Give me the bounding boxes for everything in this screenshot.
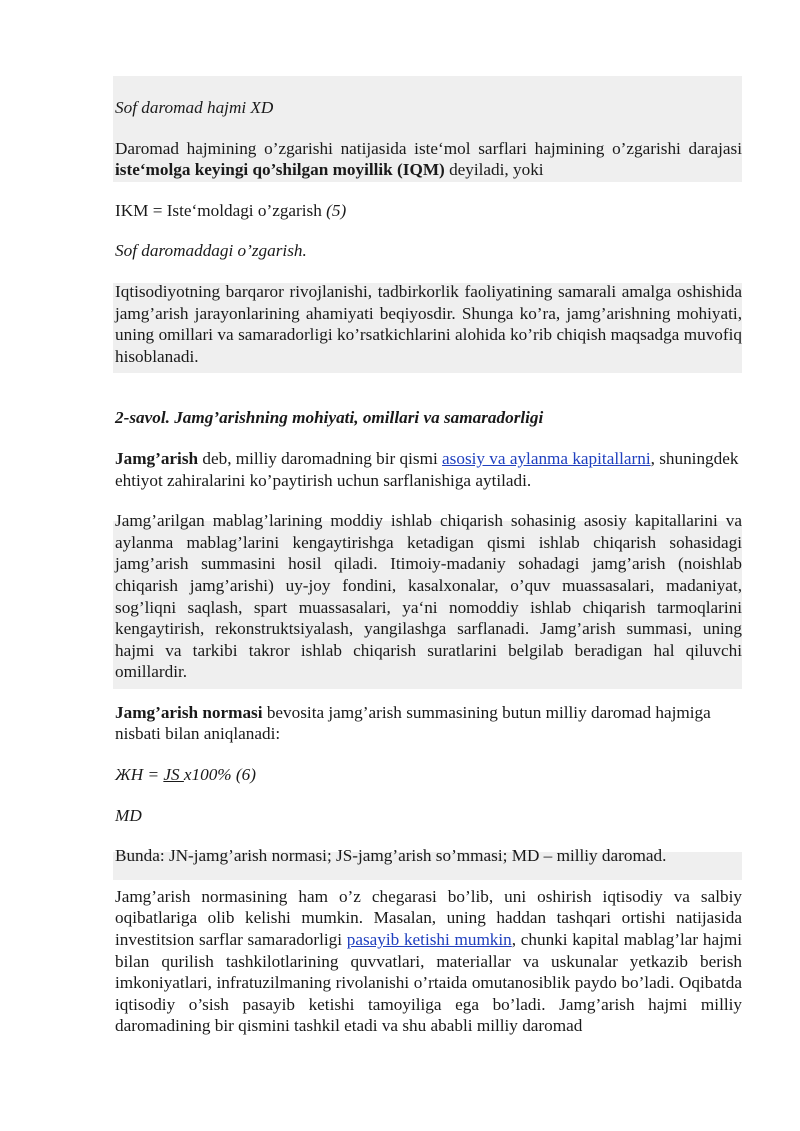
paragraph-legend: Bunda: JN-jamg’arish normasi; JS-jamg’arish so’mmasi; MD – milliy daromad. — [115, 846, 667, 866]
formula-denominator: Sof daromad hajmi XD — [115, 98, 274, 117]
term-jamgarish: Jamg’arish — [115, 448, 199, 468]
paragraph-limits: Jamg’arish normasining ham o’z chegarasi bo’lib, uni oshirish iqtisodiy va salbiy oqibatlariga olib kelishi mumkin. Masalan, uning haddan tashqari ortishi natijasida investitsion sarflar samaradorligi pasayib ketishi mumkin, chunki kapital mablag’lar hajmi bilan qurilish tashkilotlarining quvvatlari, materiallar va uskunalar yetkazib berish imkoniyatlari, infratuzilmaning rivolanishi o’rtaida omutanosiblik paydo bo’ladi. Oqibatda iqtisodiy o’sish pasayib ketishi tamoyiliga ega bo’ladi. Jamg’arish hajmi milliy daromadining bir qismini tashkil etadi va shu ababli milliy daromad — [115, 886, 742, 1036]
section-heading: 2-savol. Jamg’arishning mohiyati, omillari va samaradorligi — [115, 408, 544, 428]
paragraph-norm: Jamg’arish normasi bevosita jamg’arish summasining butun milliy daromad hajmiga nisbati bilan aniqlanadi: — [115, 702, 711, 744]
term-norm: Jamg’arish normasi — [115, 702, 263, 722]
formula-number: (5) — [326, 200, 347, 220]
paragraph-consumption: Daromad hajmining o’zgarishi natijasida iste‘mol sarflari hajmining o’zgarishi darajasi iste‘molga keyingi qo’shilgan moyillik (IQM) deyiladi, yoki — [115, 138, 742, 180]
link-decline[interactable]: pasayib ketishi mumkin — [346, 930, 512, 950]
paragraph-accumulation: Jamg’arilgan mablag’larining moddiy ishlab chiqarish sohasinig asosiy kapitallarini va aylanma mablag’larini kengaytirishga ketadigan qismi ishlab chiqarish sohasidagi jamg’arish summasini hosil qiladi. Itimoiy-madaniy sohadagi jamg’arish (noishlab chiqarish jamg’arishi) uy-joy fondini, kasalxonalar, o’quv muassasalari, madaniyat, sog’liqni saqlash, spart muassasalari, ya‘ni nomoddiy ishlab chiqarish tarmoqlarini kengaytirish, rekonstruktsiyalash, yangilashga sarflanadi. Jamg’arish summasi, uning hajmi va tarkibi takror ishlab chiqarish suratlarini belgilab beradigan hal qiluvchi omillardir. — [115, 511, 742, 682]
paragraph-intro: Iqtisodiyotning barqaror rivojlanishi, tadbirkorlik faoliyatining samarali amalga oshishida jamg’arish jarayonlarining ahamiyati beqiyosdir. Shunga ko’ra, jamg’arishning mohiyati, uning omillari va samaradorligi ko’rsatkichlarini alohida ko’rib chiqish maqsadga muvofiq hisoblanadi. — [115, 281, 742, 366]
paragraph-definition: Jamg’arish deb, milliy daromadning bir qismi asosiy va aylanma kapitallarni, shuningdek ehtiyot zahiralarini ko’paytirish uchun sarflanishiga aytiladi. — [115, 448, 739, 490]
term-iqm: iste‘molga keyingi qo’shilgan moyillik (IQM) — [115, 160, 445, 180]
document-body — [115, 97, 742, 1037]
formula-ikm: IKM = Iste‘moldagi o’zgarish (5) — [115, 200, 347, 220]
formula-numerator: JS — [163, 765, 184, 785]
formula-md: MD — [115, 805, 142, 825]
formula-denominator-2: Sof daromaddagi o’zgarish. — [115, 241, 307, 261]
formula-jn: ЖН = JS x100% (6) — [115, 765, 256, 785]
link-capitals[interactable]: asosiy va aylanma kapitallarni — [442, 448, 651, 468]
